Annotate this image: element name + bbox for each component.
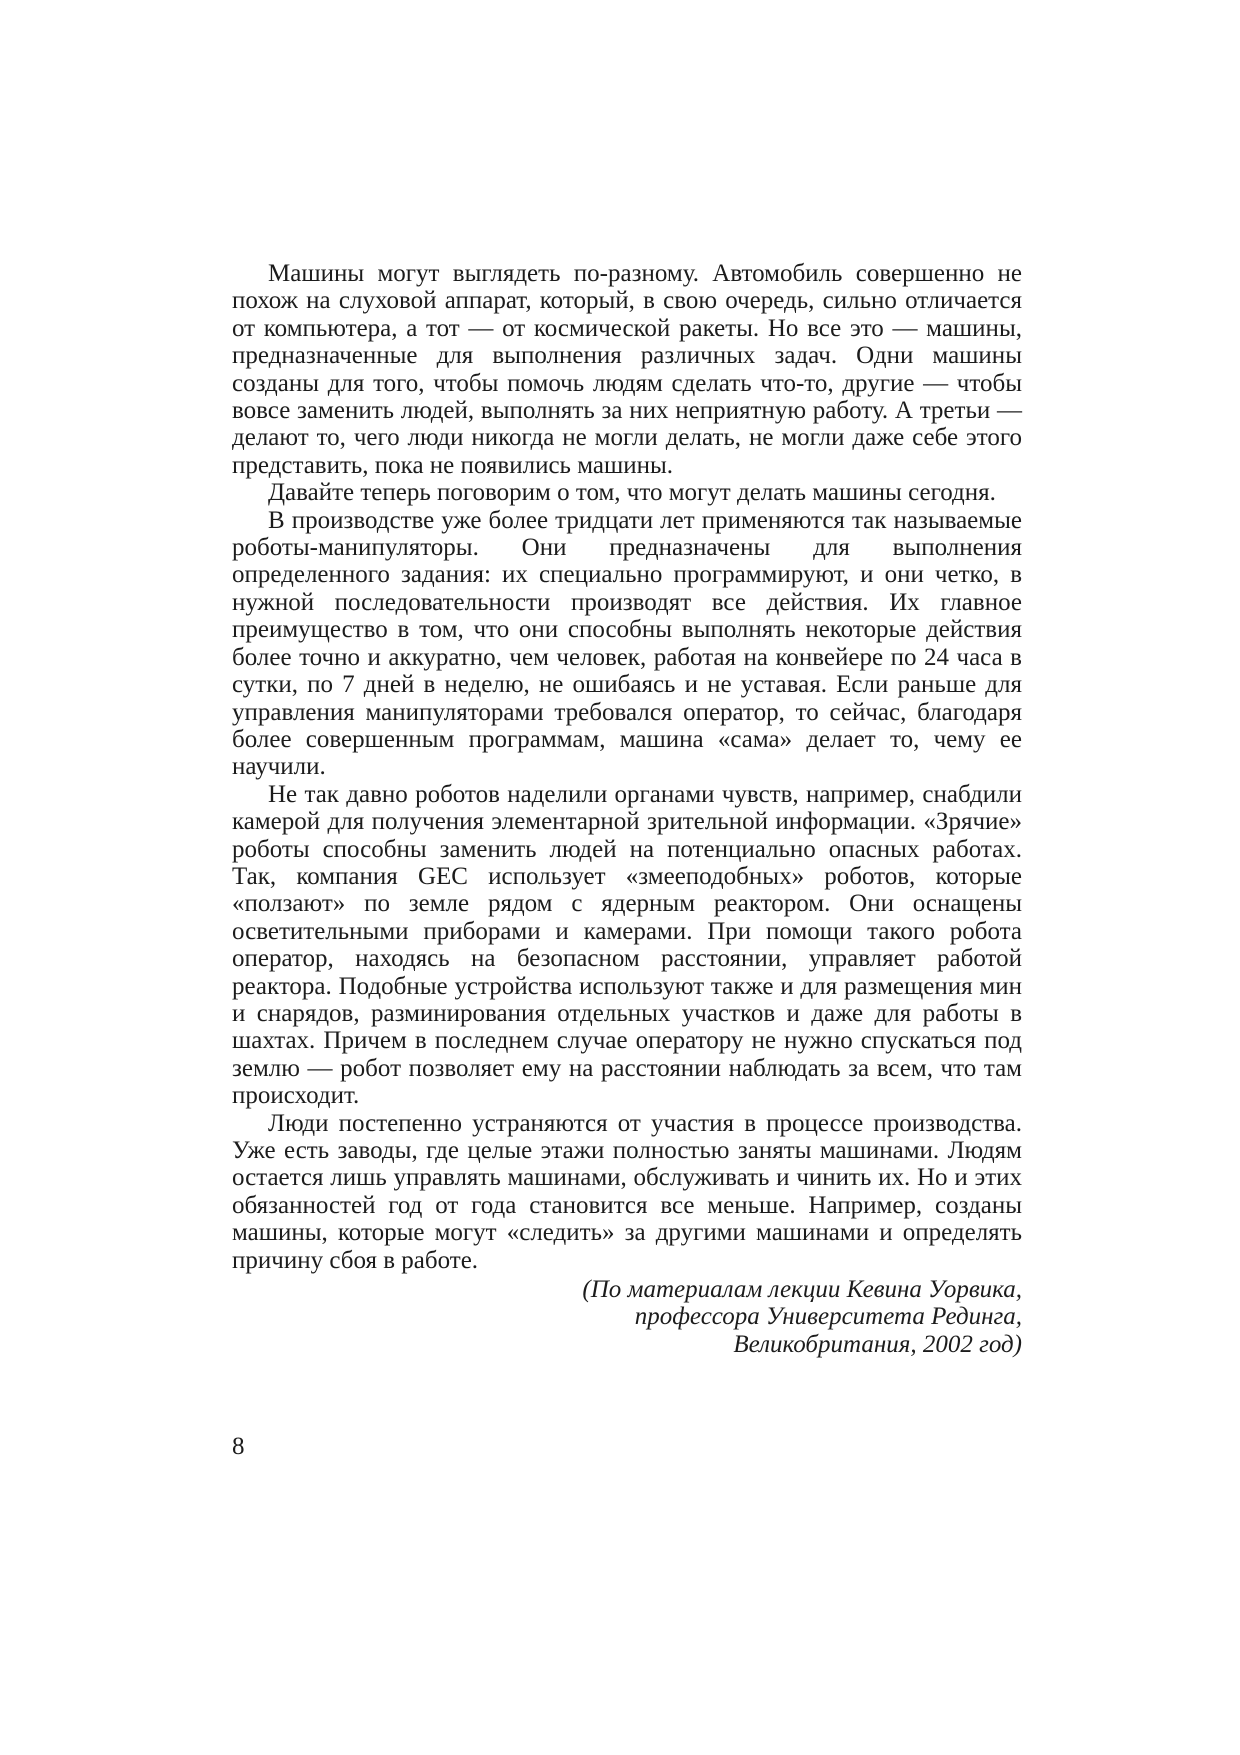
attribution-line: профессора Университета Рединга, — [634, 1303, 1022, 1331]
body-text — [232, 260, 1022, 1358]
paragraph-people-removed: Люди постепенно устраняются от участия в процессе производства. Уже есть заводы, где целые этажи полностью заняты машинами. Людям остается лишь управлять машинами, обслуживать и чинить их. Но и этих обязанностей год от года становится все меньше. Например, созданы машины, которые могут «следить» за другими машинами и определять причину сбоя в работе. — [232, 1109, 1022, 1274]
attribution-line: (По материалам лекции Кевина Уорвика, — [582, 1276, 1022, 1304]
attribution-line: Великобритания, 2002 год) — [733, 1330, 1022, 1358]
page-number: 8 — [232, 1433, 245, 1460]
paragraph-lets-talk: Давайте теперь поговорим о том, что могут делать машины сегодня. — [268, 479, 996, 507]
paragraph-machines-vary: Машины могут выглядеть по-разному. Автомобиль совершенно не похож на слуховой аппарат, который, в свою очередь, сильно отличается от компьютера, а тот — от космической ракеты. Но все это — машины, предназначенные для выполнения различных задач. Одни машины созданы для того, чтобы помочь людям сделать что-то, другие — чтобы вовсе заменить людей, выполнять за них неприятную работу. А третьи — делают то, чего люди никогда не могли делать, не могли даже себе этого представить, пока не появились машины. — [232, 260, 1022, 479]
paragraph-robot-manipulators: В производстве уже более тридцати лет применяются так называемые роботы-манипуляторы. Они предназначены для выполнения определенного задания: их специально программируют, и они четко, в нужной последовательности производят все действия. Их главное преимущество в том, что они способны выполнять некоторые действия более точно и аккуратно, чем человек, работая на конвейере по 24 часа в сутки, по 7 дней в неделю, не ошибаясь и не уставая. Если раньше для управления манипуляторами требовался оператор, то сейчас, благодаря более совершенным программам, машина «сама» делает то, чему ее научили. — [232, 506, 1022, 781]
paragraph-seeing-robots: Не так давно роботов наделили органами чувств, например, снабдили камерой для получения элементарной зрительной информации. «Зрячие» роботы способны заменить людей на потенциально опасных работах. Так, компания GEC использует «змееподобных» роботов, которые «ползают» по земле рядом с ядерным реактором. Они оснащены осветительными приборами и камерами. При помощи такого робота оператор, находясь на безопасном расстоянии, управляет работой реактора. Подобные устройства используют также и для размещения мин и снарядов, разминирования отдельных участков и даже для работы в шахтах. Причем в последнем случае оператору не нужно спускаться под землю — робот позволяет ему на расстоянии наблюдать за всем, что там происходит. — [232, 780, 1022, 1110]
source-attribution — [232, 1276, 1022, 1358]
